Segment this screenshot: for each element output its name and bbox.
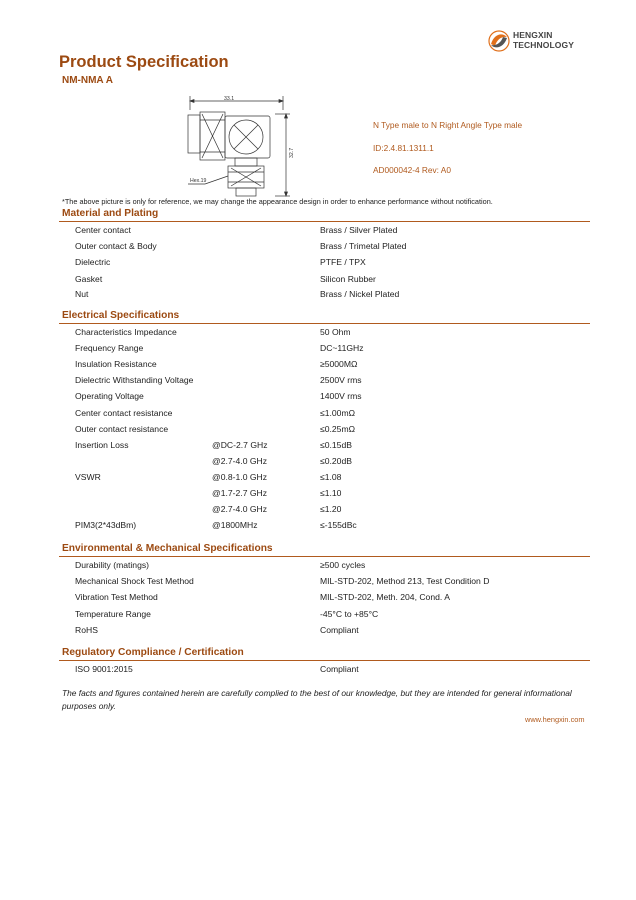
spec-row <box>0 440 636 456</box>
dim-width-label: 33.1 <box>224 96 235 102</box>
spec-label: Frequency Range <box>75 343 144 353</box>
spec-value: ≤1.20 <box>320 504 342 514</box>
spec-value: MIL-STD-202, Meth. 204, Cond. A <box>320 592 450 602</box>
product-id: ID:2.4.81.1311.1 <box>373 143 434 153</box>
spec-label: Operating Voltage <box>75 391 144 401</box>
spec-value: 2500V rms <box>320 375 362 385</box>
spec-value: MIL-STD-202, Method 213, Test Condition D <box>320 576 490 586</box>
spec-label: Insertion Loss <box>75 440 129 450</box>
spec-label: Outer contact resistance <box>75 424 169 434</box>
spec-condition: @2.7-4.0 GHz <box>212 456 268 466</box>
spec-row <box>0 609 636 625</box>
model-number: NM-NMA A <box>62 75 113 86</box>
spec-row <box>0 472 636 488</box>
spec-row <box>0 289 636 305</box>
spec-row <box>0 257 636 273</box>
spec-row <box>0 359 636 375</box>
spec-row <box>0 560 636 576</box>
section-title-material: Material and Plating <box>62 208 159 219</box>
company-logo <box>488 28 584 54</box>
document-revision: AD000042-4 Rev: A0 <box>373 165 451 175</box>
logo-brand-line1: HENGXIN <box>513 30 553 40</box>
spec-condition: @1.7-2.7 GHz <box>212 488 268 498</box>
spec-row <box>0 592 636 608</box>
logo-brand-text <box>513 31 574 50</box>
dim-height-label: 32.7 <box>289 147 295 158</box>
spec-row <box>0 391 636 407</box>
hengxin-logo-icon <box>488 30 510 52</box>
section-divider <box>59 221 590 222</box>
website-link[interactable]: www.hengxin.com <box>525 715 585 724</box>
logo-brand-line2: TECHNOLOGY <box>513 39 574 50</box>
spec-label: PIM3(2*43dBm) <box>75 520 137 530</box>
spec-label: Durability (matings) <box>75 560 150 570</box>
spec-value: -45°C to +85°C <box>320 609 379 619</box>
dim-hex-label: Hex.19 <box>190 178 207 184</box>
spec-label: Dielectric Withstanding Voltage <box>75 375 194 385</box>
connector-drawing <box>180 92 300 197</box>
spec-value: ≥500 cycles <box>320 560 366 570</box>
spec-label: Mechanical Shock Test Method <box>75 576 194 586</box>
spec-value: ≤1.10 <box>320 488 342 498</box>
spec-value: 50 Ohm <box>320 327 351 337</box>
spec-value: ≤1.00mΩ <box>320 408 356 418</box>
spec-condition: @DC-2.7 GHz <box>212 440 268 450</box>
section-divider <box>59 323 590 324</box>
spec-value: DC~11GHz <box>320 343 364 353</box>
spec-value: Brass / Trimetal Plated <box>320 241 407 251</box>
spec-row <box>0 664 636 680</box>
spec-row <box>0 408 636 424</box>
spec-row <box>0 343 636 359</box>
spec-value: Brass / Silver Plated <box>320 225 398 235</box>
spec-label: Gasket <box>75 274 103 284</box>
spec-value: ≤1.08 <box>320 472 342 482</box>
spec-label: Temperature Range <box>75 609 151 619</box>
spec-value: ≤0.15dB <box>320 440 352 450</box>
spec-value: ≤0.20dB <box>320 456 352 466</box>
spec-row <box>0 424 636 440</box>
spec-row <box>0 456 636 472</box>
page-title: Product Specification <box>59 53 229 71</box>
spec-label: VSWR <box>75 472 101 482</box>
spec-label: Outer contact & Body <box>75 241 157 251</box>
spec-value: PTFE / TPX <box>320 257 366 267</box>
section-divider <box>59 660 590 661</box>
spec-value: Silicon Rubber <box>320 274 376 284</box>
spec-row <box>0 504 636 520</box>
spec-row <box>0 375 636 391</box>
section-divider <box>59 556 590 557</box>
spec-value: ≤-155dBc <box>320 520 357 530</box>
spec-label: Nut <box>75 289 89 299</box>
spec-condition: @2.7-4.0 GHz <box>212 504 268 514</box>
section-title-regulatory: Regulatory Compliance / Certification <box>62 647 244 658</box>
spec-label: RoHS <box>75 625 98 635</box>
spec-value: ≤0.25mΩ <box>320 424 356 434</box>
spec-label: Insulation Resistance <box>75 359 157 369</box>
spec-row <box>0 520 636 536</box>
spec-label: Characteristics Impedance <box>75 327 177 337</box>
spec-condition: @0.8-1.0 GHz <box>212 472 268 482</box>
spec-row <box>0 274 636 290</box>
product-description: N Type male to N Right Angle Type male <box>373 120 523 130</box>
section-title-environmental: Environmental & Mechanical Specifications <box>62 543 273 554</box>
spec-row <box>0 576 636 592</box>
spec-row <box>0 225 636 241</box>
spec-value: Brass / Nickel Plated <box>320 289 400 299</box>
spec-label: Vibration Test Method <box>75 592 158 602</box>
spec-label: ISO 9001:2015 <box>75 664 133 674</box>
spec-row <box>0 327 636 343</box>
footer-note: The facts and figures contained herein are carefully complied to the best of our knowledge, but they are intended for general informational purposes only. <box>62 688 572 711</box>
spec-label: Center contact <box>75 225 131 235</box>
spec-condition: @1800MHz <box>212 520 258 530</box>
spec-value: ≥5000MΩ <box>320 359 358 369</box>
picture-disclaimer: *The above picture is only for reference, we may change the appearance design in order to enhance performance without notification. <box>62 197 493 206</box>
spec-value: 1400V rms <box>320 391 362 401</box>
spec-value: Compliant <box>320 625 359 635</box>
section-title-electrical: Electrical Specifications <box>62 310 180 321</box>
spec-row <box>0 488 636 504</box>
spec-value: Compliant <box>320 664 359 674</box>
spec-label: Center contact resistance <box>75 408 173 418</box>
spec-row <box>0 241 636 257</box>
spec-row <box>0 625 636 641</box>
spec-label: Dielectric <box>75 257 111 267</box>
